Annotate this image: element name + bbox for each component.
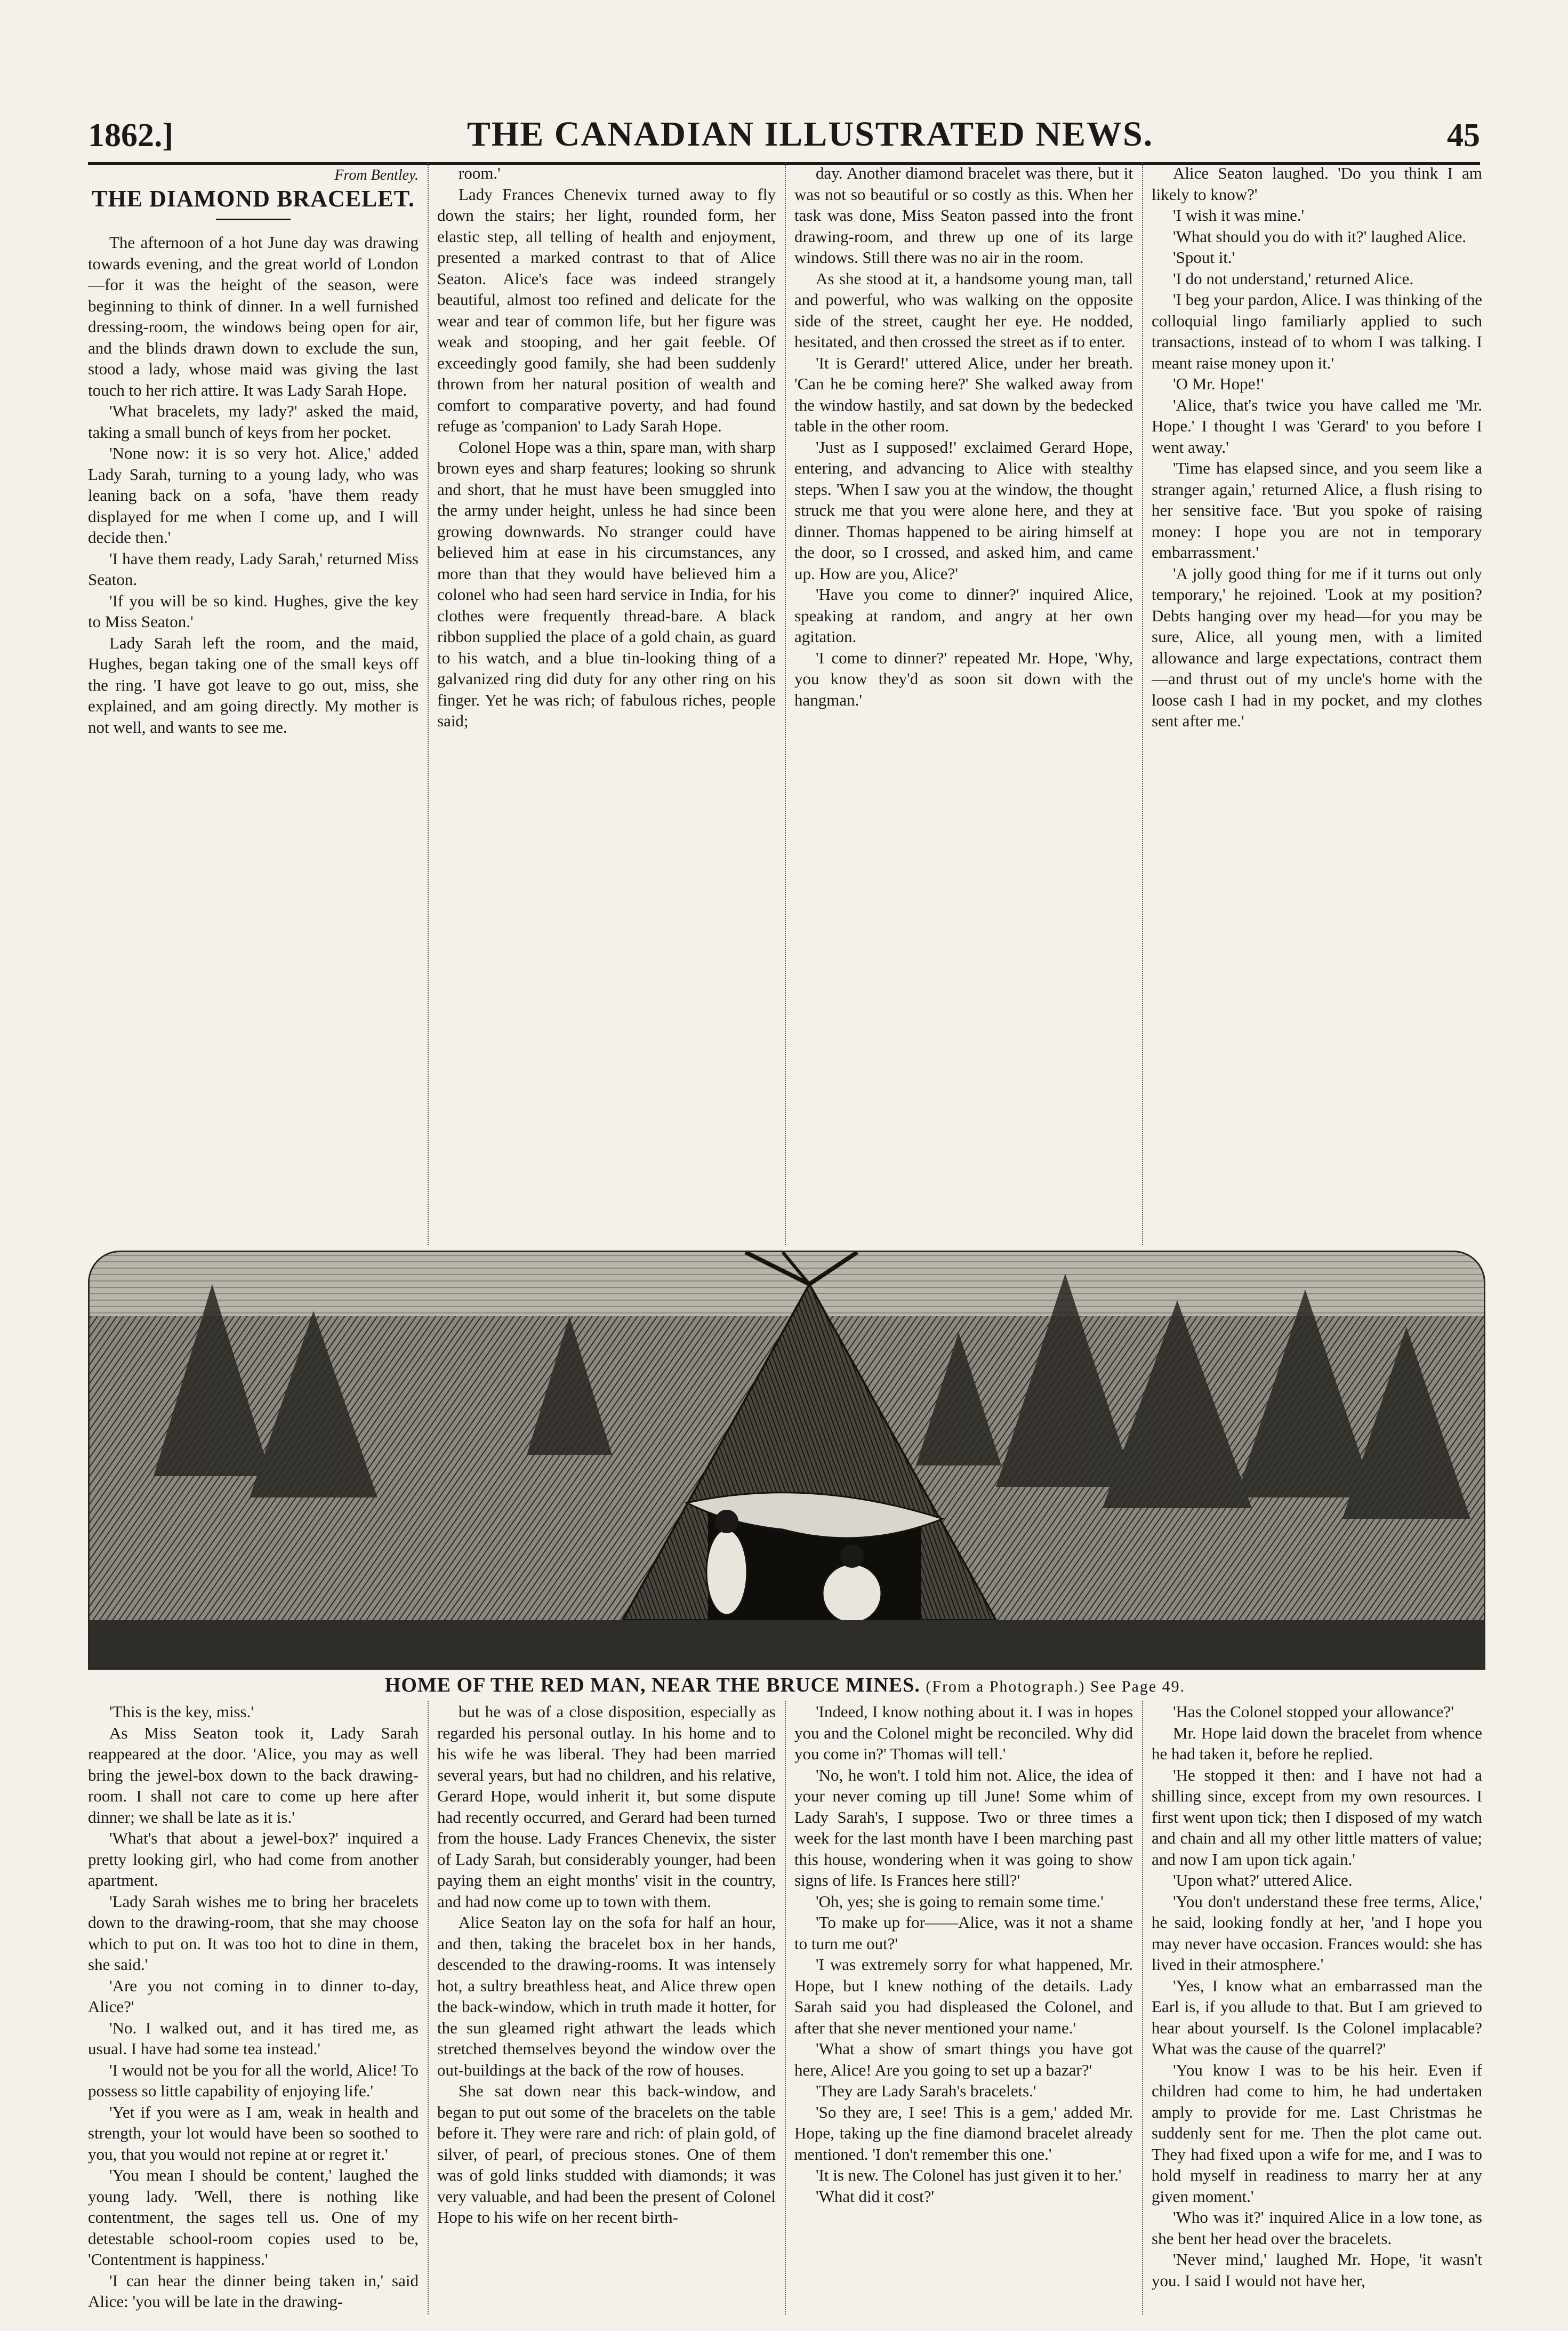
paragraph: Alice Seaton laughed. 'Do you think I am likely to know?' xyxy=(1152,164,1482,204)
paragraph: 'Indeed, I know nothing about it. I was in hopes you and the Colonel might be reconciled. Why did you come in?' Thomas will tell.' xyxy=(794,1702,1133,1763)
paragraph: 'Upon what?' uttered Alice. xyxy=(1173,1871,1353,1889)
paragraph: 'Are you not coming in to dinner to-day, Alice?' xyxy=(88,1976,419,2016)
paragraph: 'I can hear the dinner being taken in,' said Alice: 'you will be late in the drawing- xyxy=(88,2271,419,2311)
paragraph: 'I would not be you for all the world, Alice! To possess so little capability of enjoying life.' xyxy=(88,2060,419,2100)
paragraph: 'Lady Sarah wishes me to bring her bracelets down to the drawing-room, that she may choose which to put on. It was too hot to dine in them, she said.' xyxy=(88,1892,419,1974)
bottom-column-1 xyxy=(88,1701,419,2314)
paragraph: 'What a show of smart things you have got here, Alice! Are you going to set up a bazar?' xyxy=(794,2039,1133,2079)
paragraph: She sat down near this back-window, and began to put out some of the bracelets on the table before it. They were rare and rich: of plain gold, of silver, of pearl, of precious stones. One of them was of gold links studded with diamonds; it was very valuable, and had been the present of Colonel Hope to his wife on her recent birth- xyxy=(437,2081,776,2226)
paragraph: 'I was extremely sorry for what happened, Mr. Hope, but I knew nothing of the details. Lady Sarah said you had displeased the Colonel, and after that she never mentioned your name.' xyxy=(794,1955,1133,2037)
paragraph: room.' xyxy=(459,164,501,182)
engraving-illustration xyxy=(88,1251,1485,1670)
column-rule xyxy=(785,1701,786,2314)
paragraph: 'Who was it?' inquired Alice in a low tone, as she bent her head over the bracelets. xyxy=(1152,2208,1482,2248)
paragraph: As Miss Seaton took it, Lady Sarah reappeared at the door. 'Alice, you may as well bring the jewel-box down to the back drawing-room. I shall not care to come up here after dinner; we shall be late as it is.' xyxy=(88,1723,419,1827)
paragraph: 'Oh, yes; she is going to remain some time.' xyxy=(816,1892,1104,1911)
paragraph: 'What did it cost?' xyxy=(816,2186,935,2206)
paragraph: 'I have them ready, Lady Sarah,' returned Miss Seaton. xyxy=(88,549,419,589)
caption-credit: (From a Photograph.) See Page 49. xyxy=(926,1678,1186,1695)
paragraph: 'Never mind,' laughed Mr. Hope, 'it wasn't you. I said I would not have her, xyxy=(1152,2250,1482,2290)
paragraph: 'You don't understand these free terms, Alice,' he said, looking fondly at her, 'and I hope you may never have occasion. Frances would: she has lived in their atmosphere.' xyxy=(1152,1892,1482,1974)
paragraph: day. Another diamond bracelet was there, but it was not so beautiful or so costly as this. When her task was done, Miss Seaton passed into the front drawing-room, and threw up one of its large windows. Still there was no air in the room. xyxy=(794,164,1133,267)
paragraph: 'I do not understand,' returned Alice. xyxy=(1173,269,1414,288)
bottom-column-4 xyxy=(1152,1701,1482,2314)
paragraph: Lady Sarah left the room, and the maid, Hughes, began taking one of the small keys off the ring. 'I have got leave to go out, miss, she explained, and am going directly. My mother is not well, and wants to see me. xyxy=(88,633,419,736)
paragraph: 'So they are, I see! This is a gem,' added Mr. Hope, taking up the fine diamond bracelet already mentioned. 'I don't remember this one.' xyxy=(794,2102,1133,2164)
paragraph: Colonel Hope was a thin, spare man, with sharp brown eyes and sharp features; looking so shrunk and short, that he must have been smuggled into the army under height, unless he had since been growing downwards. No stranger could have believed him at ease in his circumstances, any more than that they would have believed him a colonel who had seen hard service in India, for his clothes were frequently thread-bare. A black ribbon supplied the place of a gold chain, as guard to his watch, and a blue tin-looking thing of a galvanized ring did duty for any other ring on his finger. Yet he was rich; of fabulous riches, people said; xyxy=(437,437,776,730)
paragraph: 'It is new. The Colonel has just given it to her.' xyxy=(816,2166,1122,2184)
paragraph: 'Yet if you were as I am, weak in health and strength, your lot would have been so soothed to you, that you would not repine at or regret it.' xyxy=(88,2102,419,2164)
paragraph: 'He stopped it then: and I have not had a shilling since, except from my own resources. I first went upon tick; then I disposed of my watch and chain and all my other little matters of value; and now I am upon tick again.' xyxy=(1152,1765,1482,1869)
paragraph: 'Alice, that's twice you have called me 'Mr. Hope.' I thought I was 'Gerard' to you before I went away.' xyxy=(1152,395,1482,456)
issue-year: 1862.] xyxy=(88,117,174,154)
bottom-column-3 xyxy=(794,1701,1133,2314)
top-column-3 xyxy=(794,163,1133,1245)
paragraph: 'If you will be so kind. Hughes, give the key to Miss Seaton.' xyxy=(88,591,419,631)
paragraph: Alice Seaton lay on the sofa for half an hour, and then, taking the bracelet box in her hands, descended to the drawing-rooms. It was intensely hot, a sultry breathless heat, and Alice threw open the back-window, which in truth made it hotter, for the sun gleamed right athwart the leads which stretched themselves beyond the window over the out-buildings at the back of the row of houses. xyxy=(437,1913,776,2079)
paragraph: 'You know I was to be his heir. Even if children had come to him, he had undertaken amply to provide for me. Last Christmas he suddenly sent for me. Then the plot came out. They had fixed upon a wife for me, and I was to hold myself in readiness to marry her at any given moment.' xyxy=(1152,2060,1482,2206)
top-column-1 xyxy=(88,163,419,1245)
paragraph: 'Has the Colonel stopped your allowance?' xyxy=(1173,1702,1454,1721)
column-rule xyxy=(785,163,786,1245)
caption-title: HOME OF THE RED MAN, NEAR THE BRUCE MINES. xyxy=(384,1674,920,1696)
paragraph: 'What's that about a jewel-box?' inquired a pretty looking girl, who had come from another apartment. xyxy=(88,1829,419,1889)
paragraph: 'Time has elapsed since, and you seem like a stranger again,' returned Alice, a flush rising to her sensitive face. 'But you spoke of raising money: I hope you are not in temporary embarrassment.' xyxy=(1152,459,1482,562)
title-divider xyxy=(216,219,291,220)
paragraph: 'Have you come to dinner?' inquired Alice, speaking at random, and angry at her own agitation. xyxy=(794,585,1133,646)
paragraph: 'No. I walked out, and it has tired me, as usual. I have had some tea instead.' xyxy=(88,2018,419,2058)
article-title: THE DIAMOND BRACELET. xyxy=(92,185,415,212)
column-rule xyxy=(428,1701,429,2314)
paragraph: 'It is Gerard!' uttered Alice, under her breath. 'Can he be coming here?' She walked away from the window hastily, and sat down by the bedecked table in the other room. xyxy=(794,353,1133,435)
paragraph: 'I wish it was mine.' xyxy=(1173,206,1305,225)
column-rule xyxy=(1142,1701,1143,2314)
paragraph: 'To make up for——Alice, was it not a shame to turn me out?' xyxy=(794,1913,1133,1953)
paragraph: 'Yes, I know what an embarrassed man the Earl is, if you allude to that. But I am grieved to hear about yourself. Is the Colonel implacable? What was the cause of the quarrel?' xyxy=(1152,1976,1482,2058)
paragraph: 'Just as I supposed!' exclaimed Gerard Hope, entering, and advancing to Alice with stealthy steps. 'When I saw you at the window, the thought struck me that you were alone here, and they at dinner. Thomas happened to be airing himself at the door, so I crossed, and asked him, and came up. How are you, Alice?' xyxy=(794,437,1133,583)
newspaper-title: THE CANADIAN ILLUSTRATED NEWS. xyxy=(467,115,1154,154)
forest-wigwam-engraving xyxy=(90,1252,1484,1668)
illustration-caption xyxy=(88,1673,1482,1697)
paragraph: The afternoon of a hot June day was drawing towards evening, and the great world of London—for it was the height of the season, were beginning to think of dinner. In a well furnished dressing-room, the windows being open for air, and the blinds drawn down to exclude the sun, stood a lady, whose maid was giving the last touch to her rich attire. It was Lady Sarah Hope. xyxy=(88,233,419,399)
paragraph: 'None now: it is so very hot. Alice,' added Lady Sarah, turning to a young lady, who was leaning back on a sofa, 'have them ready displayed for me when I come up, and I will decide then.' xyxy=(88,444,419,547)
paragraph: 'No, he won't. I told him not. Alice, the idea of your never coming up till June! Some whim of Lady Sarah's, I suppose. Two or three times a week for the last month have I been marching past this house, wondering when it was going to show signs of life. Is Frances here still?' xyxy=(794,1765,1133,1889)
paragraph: As she stood at it, a handsome young man, tall and powerful, who was walking on the opposite side of the street, caught her eye. He nodded, hesitated, and then crossed the street as if to enter. xyxy=(794,269,1133,351)
article-source: From Bentley. xyxy=(334,167,419,183)
top-column-2 xyxy=(437,163,776,1245)
column-rule xyxy=(428,163,429,1245)
masthead xyxy=(88,96,1480,165)
paragraph: 'I come to dinner?' repeated Mr. Hope, 'Why, you know they'd as soon sit down with the hangman.' xyxy=(794,648,1133,709)
paragraph: but he was of a close disposition, especially as regarded his personal outlay. In his home and to his wife he was liberal. They had been married several years, but had no children, and his relative, Gerard Hope, would inherit it, but some dispute had recently occurred, and Gerard had been turned from the house. Lady Frances Chenevix, the sister of Lady Sarah, but considerably younger, had been paying them an eight months' visit in the country, and had now come up to town with them. xyxy=(437,1702,776,1911)
paragraph: 'You mean I should be content,' laughed the young lady. 'Well, there is nothing like contentment, the sages tell us. One of my detestable school-room copies used to be, 'Contentment is happiness.' xyxy=(88,2166,419,2269)
paragraph: 'What should you do with it?' laughed Alice. xyxy=(1173,227,1467,246)
paragraph: 'This is the key, miss.' xyxy=(109,1702,254,1721)
page-number: 45 xyxy=(1446,117,1480,154)
paragraph: Lady Frances Chenevix turned away to fly down the stairs; her light, rounded form, her elastic step, all telling of health and enjoyment, presented a marked contrast to that of Alice Seaton. Alice's face was indeed strangely beautiful, almost too refined and delicate for the wear and tear of common life, but her figure was weak and stooping, and her gait feeble. Of exceedingly good family, she had been suddenly thrown from her natural position of wealth and comfort to comparative poverty, and had found refuge as 'companion' to Lady Sarah Hope. xyxy=(437,185,776,435)
bottom-column-2 xyxy=(437,1701,776,2314)
paragraph: 'Spout it.' xyxy=(1173,248,1235,267)
paragraph: 'A jolly good thing for me if it turns out only temporary,' he rejoined. 'Look at my position? Debts hanging over my head—for you may be sure, Alice, all young men, with a limited allowance and large expectations, contract them—and thrust out of my uncle's home with the loose cash I had in my pocket, and my clothes sent after me.' xyxy=(1152,564,1482,730)
paragraph: 'I beg your pardon, Alice. I was thinking of the colloquial lingo familiarly applied to such transactions, instead of to whom I was talking. I meant raise money upon it.' xyxy=(1152,290,1482,372)
paragraph: 'What bracelets, my lady?' asked the maid, taking a small bunch of keys from her pocket. xyxy=(88,402,419,442)
top-column-4 xyxy=(1152,163,1482,1245)
paragraph: 'They are Lady Sarah's bracelets.' xyxy=(816,2081,1036,2100)
column-rule xyxy=(1142,163,1143,1245)
paragraph: 'O Mr. Hope!' xyxy=(1173,374,1264,393)
paragraph: Mr. Hope laid down the bracelet from whence he had taken it, before he replied. xyxy=(1152,1723,1482,1763)
